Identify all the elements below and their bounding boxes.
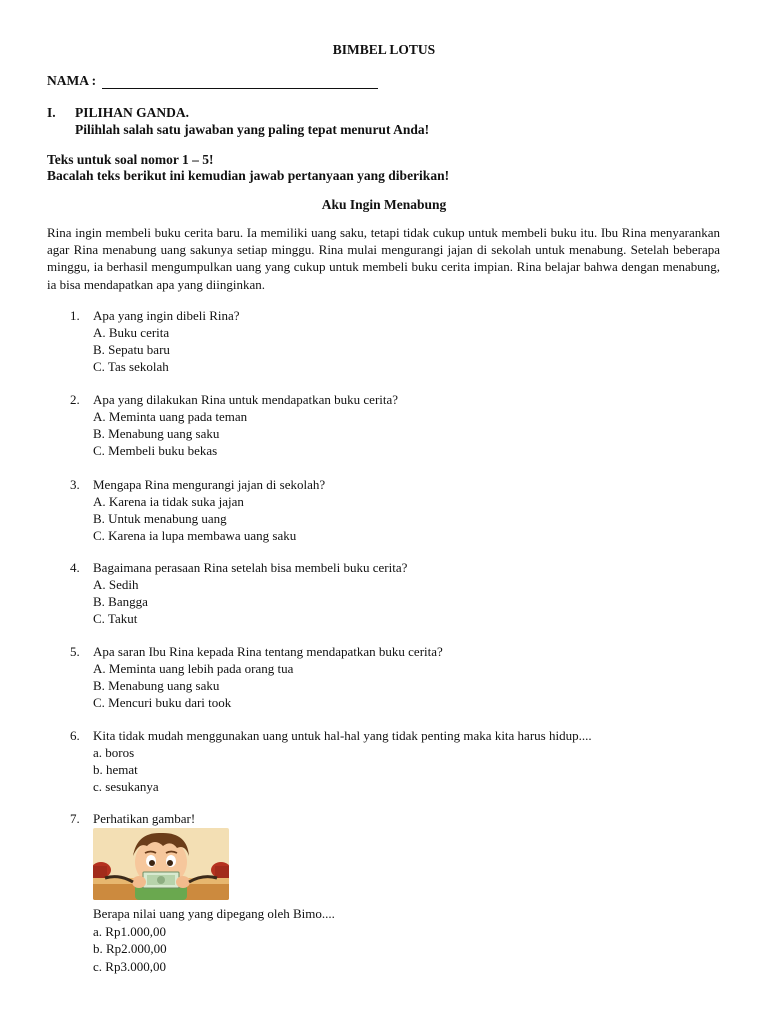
option-a: A. Meminta uang pada teman xyxy=(93,409,248,424)
question-number: 2. xyxy=(70,392,80,407)
option-c: C. Membeli buku bekas xyxy=(93,443,218,458)
boy-holding-money-svg xyxy=(93,828,229,900)
option-a: A. Sedih xyxy=(93,577,139,592)
question-text: Apa yang ingin dibeli Rina? xyxy=(93,308,240,323)
question-number: 1. xyxy=(70,308,80,323)
boy-holding-money-illustration xyxy=(93,828,229,900)
question-7-details xyxy=(93,905,335,975)
option-c: C. Takut xyxy=(93,611,138,626)
section-instruction: Pilihlah salah satu jawaban yang paling tepat menurut Anda! xyxy=(75,122,430,137)
question-number: 4. xyxy=(70,560,80,575)
option-c: c. sesukanya xyxy=(93,779,159,794)
option-a: A. Meminta uang lebih pada orang tua xyxy=(93,661,294,676)
option-a: A. Karena ia tidak suka jajan xyxy=(93,494,244,509)
story-title: Aku Ingin Menabung xyxy=(321,197,447,212)
question-text: Perhatikan gambar! xyxy=(93,811,196,826)
question-number: 3. xyxy=(70,477,80,492)
option-a: a. Rp1.000,00 xyxy=(93,923,166,939)
section-number: I. xyxy=(47,105,56,120)
question-number: 6. xyxy=(70,728,80,743)
option-c: C. Karena ia lupa membawa uang saku xyxy=(93,528,297,543)
text-instruction: Bacalah teks berikut ini kemudian jawab pertanyaan yang diberikan! xyxy=(47,168,450,183)
story-paragraph: Rina ingin membeli buku cerita baru. Ia memiliki uang saku, tetapi tidak cukup untuk membeli buku itu. Ibu Rina menyarankan agar Rina menabung uang sakunya setiap minggu. Rina mulai mengurangi jajan di sekolah untuk menabung. Setelah beberapa minggu, ia berhasil mengumpulkan uang yang cukup untuk membeli buku cerita impian. Rina belajar bahwa dengan menabung, ia bisa mendapatkan apa yang diinginkan. xyxy=(47,225,720,292)
name-label: NAMA : xyxy=(47,73,97,88)
question-text: Kita tidak mudah menggunakan uang untuk hal-hal yang tidak penting maka kita harus hidup.... xyxy=(93,728,592,743)
text-reference: Teks untuk soal nomor 1 – 5! xyxy=(47,152,214,167)
question-text: Bagaimana perasaan Rina setelah bisa membeli buku cerita? xyxy=(93,560,408,575)
question-text: Mengapa Rina mengurangi jajan di sekolah? xyxy=(93,477,326,492)
option-b: b. Rp2.000,00 xyxy=(93,941,167,956)
question-7-prompt: Berapa nilai uang yang dipegang oleh Bimo.... xyxy=(93,906,335,921)
worksheet-title: BIMBEL LOTUS xyxy=(332,42,436,57)
option-b: B. Menabung uang saku xyxy=(93,426,220,441)
option-b: B. Sepatu baru xyxy=(93,342,170,357)
option-c: C. Mencuri buku dari took xyxy=(93,695,232,710)
question-text: Apa yang dilakukan Rina untuk mendapatkan buku cerita? xyxy=(93,392,399,407)
option-c: C. Tas sekolah xyxy=(93,359,169,374)
section-title: PILIHAN GANDA. xyxy=(75,105,190,120)
option-c: c. Rp3.000,00 xyxy=(93,958,166,974)
option-a: A. Buku cerita xyxy=(93,325,170,340)
option-b: B. Bangga xyxy=(93,594,148,609)
name-blank-line xyxy=(102,88,378,89)
option-b: B. Menabung uang saku xyxy=(93,678,220,693)
option-a: a. boros xyxy=(93,745,135,760)
question-text: Apa saran Ibu Rina kepada Rina tentang mendapatkan buku cerita? xyxy=(93,644,443,659)
question-number: 7. xyxy=(70,811,80,826)
question-number: 5. xyxy=(70,644,80,659)
option-b: B. Untuk menabung uang xyxy=(93,511,227,526)
option-b: b. hemat xyxy=(93,762,138,777)
